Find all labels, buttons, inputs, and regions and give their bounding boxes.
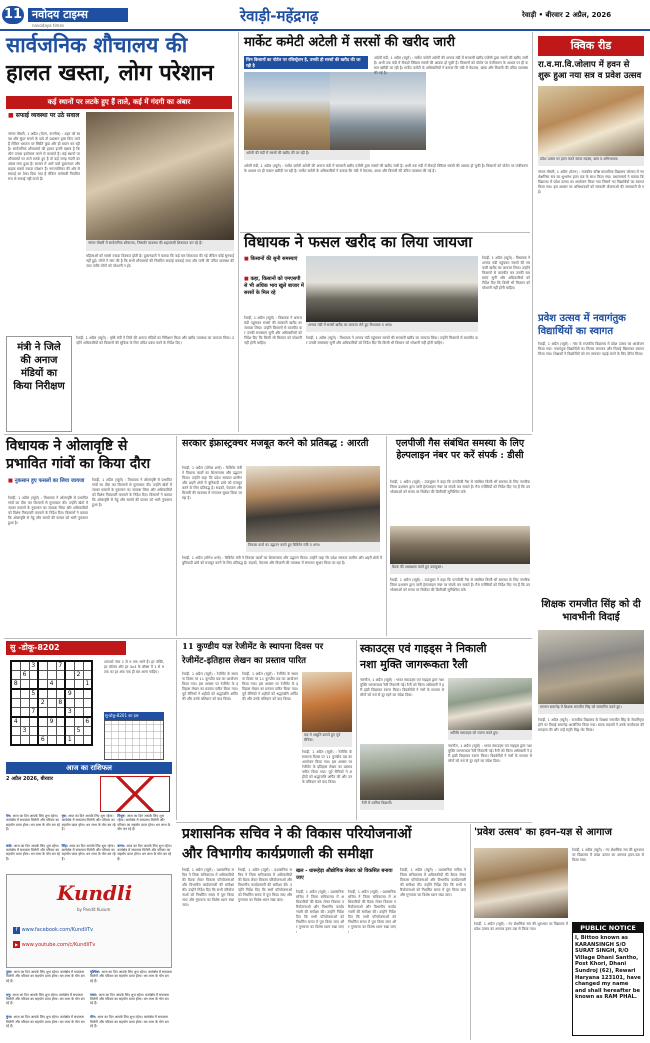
sudoku-cell — [20, 736, 29, 746]
lpg-photo — [390, 526, 530, 564]
hail-kicker — [8, 478, 88, 485]
rashi-item — [6, 844, 61, 873]
foundation-headline-2: रेजीमेंट-इतिहास लेखन का प्रस्ताव पारित — [182, 656, 307, 666]
rashi-text: आज का दिन आपके लिए शुभ रहेगा। कार्यक्षेत्र में सफलता मिलेगी और परिवार का सहयोग प्राप्त होगा। धन लाभ के योग बन रहे हैं। — [61, 814, 116, 832]
quick-read-photo — [538, 86, 644, 156]
sudoku-cell: 4 — [11, 717, 20, 727]
sudoku-cell — [11, 727, 20, 736]
sudoku-cell — [74, 708, 83, 718]
sudoku-cell — [11, 671, 20, 680]
mustard-caption: अटेली की मंडी में सरसों की खरीद की जा रही है। — [244, 150, 370, 160]
sudoku-cell — [56, 717, 65, 727]
quick-read-caption: प्रवेश उत्सव पर हवन करते स्टाफ सदस्य, छात्र व अभिभावक — [538, 156, 644, 166]
sudoku-cell — [83, 727, 92, 736]
lpg-headline: एलपीजी गैस संबंधित समस्या के लिए हेल्पलाइन नंबर पर करें संपर्क : डीसी — [395, 438, 525, 461]
teacher-caption: सम्मान समारोह में शिक्षक रामजीत सिंह को सम्मानित करते हुए। — [538, 704, 644, 714]
bullet-icon: ■ — [244, 276, 251, 282]
sudoku-cell — [47, 671, 56, 680]
sudoku-cell — [83, 689, 92, 699]
sudoku-cell — [56, 689, 65, 699]
sudoku-cell — [29, 671, 38, 680]
rashi-item — [6, 993, 88, 1014]
page-number: 11 — [3, 7, 23, 22]
mustard-headline: मार्केट कमेटी अटेली में सरसों की खरीद जारी — [244, 35, 456, 50]
public-notice-text: I, Bittoo known as KARANSINGH S/O SURAT SINGH, R/O Village Dhani Santho, Post Khori, Dhani Sundroj (62), Rewari Haryana 123101, have changed my name and shall hereafter be known as RAM PHAL. — [575, 935, 641, 1001]
rashi-sign: मकर: — [90, 992, 99, 997]
rashi-text: आज का दिन आपके लिए शुभ रहेगा। कार्यक्षेत्र में सफलता मिलेगी और परिवार का सहयोग प्राप्त होगा। धन लाभ के योग बन रहे हैं। — [6, 970, 85, 983]
rashi-text: आज का दिन आपके लिए शुभ रहेगा। कार्यक्षेत्र में सफलता मिलेगी और परिवार का सहयोग प्राप्त होगा। धन लाभ के योग बन रहे हैं। — [90, 1015, 169, 1029]
col-divider — [386, 436, 387, 636]
rashi-item — [6, 814, 61, 843]
sudoku-cell — [83, 708, 92, 718]
sudoku-cell: 6 — [20, 671, 29, 680]
rashi-text: आज का दिन आपके लिए शुभ रहेगा। कार्यक्षेत्र में सफलता मिलेगी और परिवार का सहयोग प्राप्त होगा। धन लाभ के योग बन रहे हैं। — [117, 843, 172, 861]
public-notice — [572, 922, 644, 1036]
bullet-icon: ■ — [8, 112, 16, 119]
sudoku-table — [10, 660, 93, 746]
scouts-headline-1: स्काउट्स एवं गाइड्स ने निकाली — [360, 642, 487, 655]
youtube-link-text: www.youtube.com/c/KundliTv — [21, 942, 96, 948]
rashi-text: आज का दिन आपके लिए शुभ रहेगा। कार्यक्षेत्र में सफलता मिलेगी और परिवार का सहयोग प्राप्त होगा। धन लाभ के योग बन रहे हैं। — [6, 843, 60, 861]
foundation-caption: यज्ञ में आहुति डालते हुए पूर्व सैनिक। — [302, 732, 352, 747]
scouts-body: नारनौल, 1 अप्रैल (ब्यूरो) : भारत स्काउट्स एवं गाइड्स द्वारा नशा मुक्ति जागरूकता रैली निकाली गई। रैली को जिला अधिकारी ने हरी झंडी दिखाकर रवाना किया। विद्यार्थियों ने नारों के माध्यम से लोगों को नशे से दूर रहने का संदेश दिया। — [360, 678, 446, 697]
sudoku-cell: 5 — [74, 727, 83, 736]
sudoku-cell — [11, 736, 20, 746]
sudoku-cell — [65, 671, 74, 680]
sudoku-cell — [29, 727, 38, 736]
fasal-point-2 — [244, 276, 304, 297]
sudoku-cell — [47, 736, 56, 746]
rashi-item — [90, 1015, 172, 1036]
sudoku-cell: 6 — [38, 736, 47, 746]
sudoku-cell — [38, 671, 47, 680]
toilet-headline-2: हालत खस्ता, लोग परेशान — [6, 60, 214, 86]
rashi-sign: मिथुन: — [117, 814, 127, 818]
fasal-body: रेवाड़ी, 1 अप्रैल (ब्यूरो) : विधायक ने अनाज मंडी पहुंचकर सरसों की सरकारी खरीद का जायजा लिया। उन्होंने किसानों से बातचीत कर उनकी समस्याएं सुनीं और अधिकारियों को निर्देश दिए कि किसी भी किसान को परेशानी नहीं होनी चाहिए। — [244, 316, 304, 345]
facebook-icon: f — [13, 927, 20, 934]
toilet-body-cont: महिलाओं को सबसे ज्यादा दिक्कत होती है। दुकानदारों ने बताया कि कई बार शिकायत की गई लेकिन कोई सुनवाई नहीं हुई। लोगों ने मांग की है कि सभी शौचालयों की नियमित सफाई करवाई जाए और पानी की उचित व्यवस्था की जाए ताकि लोगों को परेशानी न हो। — [86, 254, 236, 268]
havan-body-2: रेवाड़ी, 1 अप्रैल (ब्यूरो) : नए शैक्षणिक सत्र की शुरुआत पर विद्यालय में प्रवेश उत्सव का आगाज हवन-यज्ञ से किया गया। — [474, 922, 570, 931]
secretary-headline-2: और विभागीय कार्यप्रणाली की समीक्षा — [182, 846, 373, 862]
secretary-headline-1: प्रशासनिक सचिव ने की विकास परियोजनाओं — [182, 826, 412, 842]
sudoku-grid — [10, 660, 93, 746]
rashi-text: आज का दिन आपके लिए शुभ रहेगा। कार्यक्षेत्र में सफलता मिलेगी और परिवार का सहयोग प्राप्त होगा। धन लाभ के योग बन रहे हैं। — [117, 814, 171, 832]
sudoku-row — [11, 671, 92, 680]
fasal-caption: अनाज मंडी में सरसों खरीद का जायजा लेते हुए विधायक व अन्य। — [306, 322, 478, 332]
sudoku-cell — [56, 680, 65, 690]
fasal-photo — [306, 256, 478, 322]
rashi-item — [62, 814, 117, 843]
sudoku-cell — [74, 661, 83, 671]
rashi-text: आज का दिन आपके लिए शुभ रहेगा। कार्यक्षेत्र में सफलता मिलेगी और परिवार का सहयोग प्राप्त होगा। धन लाभ के योग बन रहे हैं। — [90, 992, 170, 1006]
sudoku-cell: 7 — [29, 708, 38, 718]
youtube-icon: ▶ — [14, 942, 19, 947]
rashi-item — [62, 844, 117, 873]
mustard-body-b: अटेली मंडी, 1 अप्रैल (ब्यूरो) : मार्केट कमेटी अटेली की अनाज मंडी में सरकारी खरीद एजेंसी द्वारा सरसों की खरीद जारी है। अभी तक मंडी में सैकड़ों क्विंटल सरसों की आवक हो चुकी है। किसानों को पोर्टल पर पंजीकरण के आधार पर ही फसल खरीदी जा रही है। मार्केट कमेटी के अधिकारियों ने बताया कि मंडी में पेयजल, छाया और बिजली की उचित व्यवस्था की गई है। — [244, 164, 530, 173]
sudoku-cell — [83, 671, 92, 680]
sudoku-row — [11, 689, 92, 699]
sudoku-cell: 3 — [65, 708, 74, 718]
kundli-ad — [6, 874, 172, 968]
rashi-item — [117, 844, 172, 873]
quick-read-body: नांगल चौधरी, 1 अप्रैल (चेतन) : राजकीय वरिष्ठ माध्यमिक विद्यालय जोलाप में नए शैक्षणिक सत्र का शुभारंभ हवन यज्ञ के साथ किया गया। प्रधानाचार्य ने बताया कि विद्यालय में प्रवेश उत्सव का आयोजन किया गया जिसमें नए विद्यार्थियों का स्वागत किया गया। इस अवसर पर अभिभावकों को सरकारी योजनाओं की जानकारी दी गई। — [538, 170, 646, 194]
sudoku-cell — [47, 689, 56, 699]
secretary-body-4: रेवाड़ी, 1 अप्रैल (ब्यूरो) : प्रशासनिक सचिव ने जिला सचिवालय में अधिकारियों की बैठक लेकर विकास परियोजनाओं और विभागीय कार्यप्रणाली की समीक्षा की। उन्होंने निर्देश दिए कि सभी परियोजनाओं को निर्धारित समय में पूरा किया जाए और गुणवत्ता का विशेष ध्यान रखा जाए। — [348, 890, 398, 934]
sudoku-cell: 8 — [56, 699, 65, 708]
foundation-headline-1: 11 कुण्डीय यज्ञ रेजीमेंट के स्थापना दिवस पर — [182, 642, 324, 652]
mandi-body: रेवाड़ी, 1 अप्रैल (ब्यूरो) : कृषि मंत्री ने जिले की अनाज मंडियों का निरीक्षण किया और खरीद व्यवस्था का जायजा लिया। उन्होंने अधिकारियों को किसानों की सुविधा के लिए उचित प्रबंध करने के निर्देश दिए। — [76, 336, 234, 345]
sudoku-cell — [29, 736, 38, 746]
lpg-body: रेवाड़ी, 1 अप्रैल (ब्यूरो) : उपायुक्त ने कहा कि एलपीजी गैस से संबंधित किसी भी समस्या के लिए नागरिक जिला प्रशासन द्वारा जारी हेल्पलाइन नंबर पर संपर्क कर सकते हैं। गैस एजेंसियों को निर्देश दिए गए हैं कि उपभोक्ताओं को समय पर सिलेंडर की डिलीवरी सुनिश्चित करें। — [390, 480, 532, 494]
toilet-kicker-text: सफाई व्यवस्था पर उठे सवाल — [15, 112, 80, 119]
col-divider — [176, 640, 177, 820]
sudoku-cell — [20, 680, 29, 690]
rashi-item — [6, 970, 88, 991]
sudoku-cell: 1 — [83, 680, 92, 690]
scouts-caption-2: रैली में शामिल विद्यार्थी। — [360, 800, 444, 810]
lpg-caption: बैठक की अध्यक्षता करते हुए उपायुक्त। — [390, 564, 530, 574]
rashifal-grid — [6, 814, 172, 872]
rashifal-side — [6, 970, 172, 1036]
toilet-subhead: कई स्थानों पर लटके हुए हैं ताले, कई में गंदगी का अंबार — [6, 96, 232, 109]
public-notice-title: PUBLIC NOTICE — [573, 923, 643, 933]
sudoku-cell: 9 — [47, 717, 56, 727]
sudoku-title-text: सु -डोकू-8202 — [10, 643, 60, 652]
sudoku-cell — [65, 699, 74, 708]
fasal-headline: विधायक ने फसल खरीद का लिया जायजा — [244, 233, 473, 251]
sudoku-row — [11, 708, 92, 718]
sudoku-cell — [74, 736, 83, 746]
sudoku-cell — [20, 717, 29, 727]
mandi-box-title: मंत्री ने जिले की अनाज मंडियों का किया निरीक्षण — [13, 342, 65, 392]
havan-headline: 'प्रवेश उत्सव' का हवन-यज्ञ से आगाज — [474, 827, 612, 838]
rashi-text: आज का दिन आपके लिए शुभ रहेगा। कार्यक्षेत्र में सफलता मिलेगी और परिवार का सहयोग प्राप्त होगा। धन लाभ के योग बन रहे हैं। — [90, 970, 173, 983]
sudoku-cell: 2 — [38, 699, 47, 708]
fasal-point-1 — [244, 256, 304, 263]
sudoku-row — [11, 736, 92, 746]
sudoku-cell — [65, 717, 74, 727]
sudoku-cell — [38, 689, 47, 699]
sudoku-cell — [38, 727, 47, 736]
sudoku-cell — [38, 661, 47, 671]
bullet-icon: ■ — [244, 256, 251, 262]
sudoku-cell — [65, 727, 74, 736]
sudoku-cell — [11, 661, 20, 671]
scouts-photo-2 — [360, 744, 444, 800]
masthead-rule — [0, 29, 650, 31]
sudoku-cell: 6 — [83, 717, 92, 727]
sudoku-cell — [74, 699, 83, 708]
sudoku-cell — [29, 699, 38, 708]
toilet-caption: नांगल चौधरी में सार्वजनिक शौचालय, जिसकी व्यवस्था की शहरवासी शिकायत कर रहे हैं। — [86, 240, 234, 251]
section-title: रेवाड़ी-महेंद्रगढ़ — [240, 7, 319, 25]
foundation-body-3: रेवाड़ी, 1 अप्रैल (ब्यूरो) : रेजीमेंट के स्थापना दिवस पर 11 कुण्डीय यज्ञ का आयोजन किया गया। इस अवसर पर रेजीमेंट के इतिहास लेखन का प्रस्ताव पारित किया गया। पूर्व सैनिकों ने शहीदों को श्रद्धांजलि अर्पित की और उनके बलिदान को याद किया। — [302, 750, 354, 784]
col-divider — [238, 32, 239, 432]
sudoku-cell — [20, 689, 29, 699]
secretary-body-5: रेवाड़ी, 1 अप्रैल (ब्यूरो) : प्रशासनिक सचिव ने जिला सचिवालय में अधिकारियों की बैठक लेकर विकास परियोजनाओं और विभागीय कार्यप्रणाली की समीक्षा की। उन्होंने निर्देश दिए कि सभी परियोजनाओं को निर्धारित समय में पूरा किया जाए और गुणवत्ता का विशेष ध्यान रखा जाए। — [400, 868, 468, 897]
havan-body: रेवाड़ी, 1 अप्रैल (ब्यूरो) : नए शैक्षणिक सत्र की शुरुआत पर विद्यालय में प्रवेश उत्सव का आगाज हवन-यज्ञ से किया गया। — [572, 848, 646, 862]
sudoku-row — [11, 727, 92, 736]
sudoku-cell — [11, 689, 20, 699]
rashi-sign: सिंह: — [61, 843, 70, 848]
sudoku-cell — [11, 699, 20, 708]
col-divider — [470, 824, 471, 1040]
rashi-sign: कर्क: — [6, 843, 14, 848]
col-divider — [176, 436, 177, 636]
secretary-side-kicker-text: खल - धारूहेड़ा औद्योगिक सेक्टर को विकसित बनाया जाए — [296, 868, 393, 881]
fasal-body-2: रेवाड़ी, 1 अप्रैल (ब्यूरो) : विधायक ने अनाज मंडी पहुंचकर सरसों की सरकारी खरीद का जायजा लिया। उन्होंने किसानों से बातचीत कर उनकी समस्याएं सुनीं और अधिकारियों को निर्देश दिए कि किसी भी किसान को परेशानी नहीं होनी चाहिए। — [306, 336, 478, 345]
sudoku-answer-grid — [104, 720, 164, 760]
teacher-body: रेवाड़ी, 1 अप्रैल (ब्यूरो) : राजकीय विद्यालय के शिक्षक रामजीत सिंह के सेवानिवृत्त होने पर विदाई समारोह आयोजित किया गया। स्टाफ सदस्यों ने उनके कार्यकाल की सराहना की और उन्हें स्मृति चिह्न भेंट किया। — [538, 718, 646, 732]
rashi-text: आज का दिन आपके लिए शुभ रहेगा। कार्यक्षेत्र में सफलता मिलेगी और परिवार का सहयोग प्राप्त होगा। धन लाभ के योग बन रहे हैं। — [6, 1015, 85, 1029]
fasal-point-2-text: कहा, किसानों को एमएसपी से भी अधिक भाव खुले बाजार में सरसों के मिल रहे — [244, 276, 304, 296]
paper-name: नवोदय टाइम्स — [32, 8, 88, 21]
col-divider — [532, 32, 533, 432]
hail-body-2: रेवाड़ी, 1 अप्रैल (ब्यूरो) : विधायक ने ओलावृष्टि से प्रभावित गांवों का दौरा कर किसानों से मुलाकात की। उन्होंने खेतों में जाकर फसलों के नुकसान का जायजा लिया और अधिकारियों को विशेष गिरदावरी करवाने के निर्देश दिए। किसानों ने बताया कि ओलावृष्टि से गेहूं और सरसों की फसल को भारी नुकसान हुआ है। — [92, 478, 174, 507]
lpg-body-2: रेवाड़ी, 1 अप्रैल (ब्यूरो) : उपायुक्त ने कहा कि एलपीजी गैस से संबंधित किसी भी समस्या के लिए नागरिक जिला प्रशासन द्वारा जारी हेल्पलाइन नंबर पर संपर्क कर सकते हैं। गैस एजेंसियों को निर्देश दिए गए हैं कि उपभोक्ताओं को समय पर सिलेंडर की डिलीवरी सुनिश्चित करें। — [390, 578, 532, 592]
sudoku-cell — [47, 727, 56, 736]
row3-rule — [4, 638, 532, 639]
toilet-body: नांगल चौधरी, 1 अप्रैल (चेतन, नारनौल) : शहर को स्वच्छ और सुंदर बनाने के दावे तो प्रशासन द्वारा किए जाते हैं लेकिन धरातल पर स्थिति कुछ और ही बयान कर रही है। सार्वजनिक शौचालयों की हालत इतनी खराब है कि लोग उनका इस्तेमाल करने से कतराते हैं। कई स्थानों पर शौचालयों पर ताले लटके हुए हैं तो कई जगह गंदगी का अंबार लगा हुआ है। बाजार में आने वाले दुकानदार और ग्राहक सबसे ज्यादा परेशान हैं। नगरपालिका की ओर से सफाई का ठेका दिया गया है लेकिन कर्मचारी नियमित रूप से सफाई नहीं करते हैं। — [8, 132, 82, 181]
havan-photo — [474, 848, 568, 918]
teacher-photo — [538, 630, 644, 704]
mandi-box — [6, 336, 72, 432]
sudoku-cell: 4 — [47, 680, 56, 690]
scouts-headline-2: नशा मुक्ति जागरूकता रैली — [360, 658, 468, 671]
hail-headline-2: प्रभावित गांवों का किया दौरा — [6, 456, 151, 472]
sudoku-cell — [56, 708, 65, 718]
sudoku-cell — [83, 661, 92, 671]
sudoku-cell — [74, 717, 83, 727]
sudoku-cell: 5 — [29, 689, 38, 699]
row4-rule — [176, 822, 532, 823]
rashi-sign: कन्या: — [117, 843, 127, 848]
hail-body: रेवाड़ी, 1 अप्रैल (ब्यूरो) : विधायक ने ओलावृष्टि से प्रभावित गांवों का दौरा कर किसानों से मुलाकात की। उन्होंने खेतों में जाकर फसलों के नुकसान का जायजा लिया और अधिकारियों को विशेष गिरदावरी करवाने के निर्देश दिए। किसानों ने बताया कि ओलावृष्टि से गेहूं और सरसों की फसल को भारी नुकसान हुआ है। — [8, 496, 90, 525]
scouts-caption-1: अतिथि स्काउट्स को रवाना करते हुए। — [448, 730, 532, 740]
toilet-kicker — [8, 112, 82, 120]
kundli-tagline: by Pandit Kusum — [77, 907, 111, 912]
sudoku-cell — [47, 661, 56, 671]
infra-caption: विकास कार्य का उद्घाटन करते हुए कैबिनेट मंत्री व अन्य। — [246, 542, 380, 552]
rashi-text: आज का दिन आपके लिए शुभ रहेगा। कार्यक्षेत्र में सफलता मिलेगी और परिवार का सहयोग प्राप्त होगा। धन लाभ के योग बन रहे हैं। — [6, 814, 60, 832]
sudoku-cell: 8 — [11, 680, 20, 690]
mustard-kicker-text: जिन किसानों का पोर्टल पर रजिस्ट्रेशन है, उनकी ही सरसों की खरीद की जा रही है — [246, 57, 361, 68]
youtube-link[interactable] — [13, 941, 95, 948]
date-line: रेवाड़ी • बीरवार 2 अप्रैल, 2026 — [522, 11, 612, 19]
sudoku-cell: 1 — [65, 736, 74, 746]
rashifal-wheel — [100, 776, 170, 812]
rashi-sign: मीन: — [90, 1015, 98, 1020]
sudoku-row — [11, 680, 92, 690]
hail-headline-1-text: विधायक ने ओलावृष्टि से — [6, 438, 128, 454]
sudoku-cell: 7 — [56, 661, 65, 671]
rashi-sign: तुला: — [6, 970, 14, 974]
sudoku-cell: 2 — [74, 671, 83, 680]
scouts-photo-1 — [448, 678, 532, 730]
rashifal-date: 2 अप्रैल 2026, बीरवार — [6, 776, 53, 782]
rashi-sign: धनु: — [6, 992, 13, 997]
rashi-item — [117, 814, 172, 843]
secretary-body-2: रेवाड़ी, 1 अप्रैल (ब्यूरो) : प्रशासनिक सचिव ने जिला सचिवालय में अधिकारियों की बैठक लेकर विकास परियोजनाओं और विभागीय कार्यप्रणाली की समीक्षा की। उन्होंने निर्देश दिए कि सभी परियोजनाओं को निर्धारित समय में पूरा किया जाए और गुणवत्ता का विशेष ध्यान रखा जाए। — [238, 868, 294, 902]
teacher-headline: शिक्षक रामजीत सिंह को दी भावभीनी विदाई — [541, 599, 641, 623]
rashi-text: आज का दिन आपके लिए शुभ रहेगा। कार्यक्षेत्र में सफलता मिलेगी और परिवार का सहयोग प्राप्त होगा। धन लाभ के योग बन रहे हैं। — [6, 992, 85, 1006]
foundation-photo — [302, 672, 352, 732]
sudoku-cell — [38, 708, 47, 718]
scouts-body-2: नारनौल, 1 अप्रैल (ब्यूरो) : भारत स्काउट्स एवं गाइड्स द्वारा नशा मुक्ति जागरूकता रैली निकाली गई। रैली को जिला अधिकारी ने हरी झंडी दिखाकर रवाना किया। विद्यार्थियों ने नारों के माध्यम से लोगों को नशे से दूर रहने का संदेश दिया। — [448, 744, 534, 763]
sudoku-cell — [29, 680, 38, 690]
rashi-sign: मेष: — [6, 814, 13, 818]
sudoku-cell: 3 — [29, 661, 38, 671]
mustard-kicker — [244, 56, 368, 69]
infra-body: रेवाड़ी, 1 अप्रैल (योगेश शर्मा) : कैबिनेट मंत्री ने विकास कार्यों का शिलान्यास और उद्घाटन किया। उन्होंने कहा कि प्रदेश सरकार ग्रामीण और शहरी क्षेत्रों में बुनियादी ढांचे को मजबूत करने के लिए प्रतिबद्ध है। सड़कों, पेयजल और बिजली की व्यवस्था में लगातार सुधार किया जा रहा है। — [182, 466, 244, 500]
col-divider — [356, 640, 357, 820]
sudoku-cell — [56, 736, 65, 746]
rashi-text: आज का दिन आपके लिए शुभ रहेगा। कार्यक्षेत्र में सफलता मिलेगी और परिवार का सहयोग प्राप्त होगा। धन लाभ के योग बन रहे हैं। — [61, 843, 116, 861]
sudoku-cell — [47, 699, 56, 708]
sudoku-row — [11, 717, 92, 727]
kundli-logo: Kundli — [57, 881, 133, 905]
sudoku-cell — [74, 680, 83, 690]
fasal-body-3: रेवाड़ी, 1 अप्रैल (ब्यूरो) : विधायक ने अनाज मंडी पहुंचकर सरसों की सरकारी खरीद का जायजा लिया। उन्होंने किसानों से बातचीत कर उनकी समस्याएं सुनीं और अधिकारियों को निर्देश दिए कि किसी भी किसान को परेशानी नहीं होनी चाहिए। — [482, 256, 532, 290]
sudoku-cell — [38, 680, 47, 690]
sudoku-cell: 9 — [65, 689, 74, 699]
sudoku-cell — [83, 736, 92, 746]
hail-headline-1 — [6, 438, 174, 455]
rashi-sign: वृष: — [61, 814, 69, 818]
hail-kicker-text: नुकसान हुए फसलों का लिया जायजा — [14, 478, 85, 484]
infra-photo — [246, 466, 380, 542]
sudoku-title — [6, 641, 126, 655]
site-line: navodaya times — [32, 23, 65, 28]
sudoku-cell — [11, 708, 20, 718]
foundation-body-2: रेवाड़ी, 1 अप्रैल (ब्यूरो) : रेजीमेंट के स्थापना दिवस पर 11 कुण्डीय यज्ञ का आयोजन किया गया। इस अवसर पर रेजीमेंट के इतिहास लेखन का प्रस्ताव पारित किया गया। पूर्व सैनिकों ने शहीदों को श्रद्धांजलि अर्पित की और उनके बलिदान को याद किया। — [242, 672, 300, 701]
rashi-item — [6, 1015, 88, 1036]
masthead — [0, 0, 650, 30]
rashi-item — [90, 970, 172, 991]
quick-read-headline: रा.व.मा.वि.जोलाप में हवन से शुरू हुआ नया सत्र व प्रवेश उत्सव — [538, 60, 642, 81]
secretary-body-3: रेवाड़ी, 1 अप्रैल (ब्यूरो) : प्रशासनिक सचिव ने जिला सचिवालय में अधिकारियों की बैठक लेकर विकास परियोजनाओं और विभागीय कार्यप्रणाली की समीक्षा की। उन्होंने निर्देश दिए कि सभी परियोजनाओं को निर्धारित समय में पूरा किया जाए और गुणवत्ता का विशेष ध्यान रखा जाए। — [296, 890, 346, 934]
sudoku-cell — [47, 708, 56, 718]
welcome-headline: प्रवेश उत्सव में नवागंतुक विद्यार्थियों का स्वागत — [538, 313, 626, 337]
sudoku-cell — [38, 717, 47, 727]
toilet-photo — [86, 112, 234, 240]
sudoku-cell — [65, 661, 74, 671]
rashi-sign: वृश्चिक: — [90, 970, 102, 974]
sudoku-row — [11, 699, 92, 708]
toilet-headline-1: सार्वजनिक शौचालय की — [6, 32, 188, 57]
facebook-link[interactable] — [13, 927, 93, 934]
sudoku-cell — [74, 689, 83, 699]
sudoku-cell — [56, 727, 65, 736]
quick-read-header: क्विक रीड — [538, 36, 644, 56]
welcome-body: रेवाड़ी, 1 अप्रैल (ब्यूरो) : गांव के राजकीय विद्यालय में प्रवेश उत्सव का आयोजन किया गया। नवागंतुक विद्यार्थियों का तिलक लगाकर और मिठाई खिलाकर स्वागत किया गया। शिक्षकों ने विद्यार्थियों को मन लगाकर पढ़ाई करने के लिए प्रेरित किया। — [538, 342, 646, 356]
sudoku-cell — [20, 661, 29, 671]
sudoku-cell — [56, 671, 65, 680]
facebook-link-text: www.facebook.com/KundliTv — [21, 927, 94, 933]
row2-rule — [4, 434, 532, 435]
secretary-body: रेवाड़ी, 1 अप्रैल (ब्यूरो) : प्रशासनिक सचिव ने जिला सचिवालय में अधिकारियों की बैठक लेकर विकास परियोजनाओं और विभागीय कार्यप्रणाली की समीक्षा की। उन्होंने निर्देश दिए कि सभी परियोजनाओं को निर्धारित समय में पूरा किया जाए और गुणवत्ता का विशेष ध्यान रखा जाए। — [182, 868, 236, 907]
sudoku-answer-title: सु-डोकू-8201 का हल — [104, 712, 164, 720]
sudoku-cell — [29, 717, 38, 727]
infra-headline: सरकार इंफ्रास्ट्रक्चर मजबूत करने को प्रतिबद्ध : आरती — [182, 438, 369, 449]
sudoku-row — [11, 661, 92, 671]
sudoku-cell — [83, 699, 92, 708]
mustard-body: अटेली मंडी, 1 अप्रैल (ब्यूरो) : मार्केट कमेटी अटेली की अनाज मंडी में सरकारी खरीद एजेंसी द्वारा सरसों की खरीद जारी है। अभी तक मंडी में सैकड़ों क्विंटल सरसों की आवक हो चुकी है। किसानों को पोर्टल पर पंजीकरण के आधार पर ही फसल खरीदी जा रही है। मार्केट कमेटी के अधिकारियों ने बताया कि मंडी में पेयजल, छाया और बिजली की उचित व्यवस्था की गई है। — [374, 56, 530, 75]
rashifal-title: आज का राशिफल — [6, 762, 172, 774]
fasal-point-1-text: किसानों की सुनी समस्याएं — [250, 256, 298, 262]
sudoku-cell — [20, 699, 29, 708]
sudoku-instructions: आपको नंबर 1 से 9 तक भरने हैं। हर पंक्ति, हर कॉलम और हर 3x3 के बॉक्स में 1 से 9 तक का हर अंक एक ही बार आना चाहिए। — [104, 660, 166, 674]
sudoku-cell — [65, 680, 74, 690]
sudoku-cell: 3 — [20, 727, 29, 736]
sudoku-cell — [20, 708, 29, 718]
rashi-item — [90, 993, 172, 1014]
foundation-body: रेवाड़ी, 1 अप्रैल (ब्यूरो) : रेजीमेंट के स्थापना दिवस पर 11 कुण्डीय यज्ञ का आयोजन किया गया। इस अवसर पर रेजीमेंट के इतिहास लेखन का प्रस्ताव पारित किया गया। पूर्व सैनिकों ने शहीदों को श्रद्धांजलि अर्पित की और उनके बलिदान को याद किया। — [182, 672, 240, 701]
rashi-sign: कुंभ: — [6, 1015, 14, 1020]
infra-body-2: रेवाड़ी, 1 अप्रैल (योगेश शर्मा) : कैबिनेट मंत्री ने विकास कार्यों का शिलान्यास और उद्घाटन किया। उन्होंने कहा कि प्रदेश सरकार ग्रामीण और शहरी क्षेत्रों में बुनियादी ढांचे को मजबूत करने के लिए प्रतिबद्ध है। सड़कों, पेयजल और बिजली की व्यवस्था में लगातार सुधार किया जा रहा है। — [182, 556, 384, 565]
secretary-side-kicker — [296, 868, 394, 882]
bullet-icon: ■ — [8, 478, 15, 484]
